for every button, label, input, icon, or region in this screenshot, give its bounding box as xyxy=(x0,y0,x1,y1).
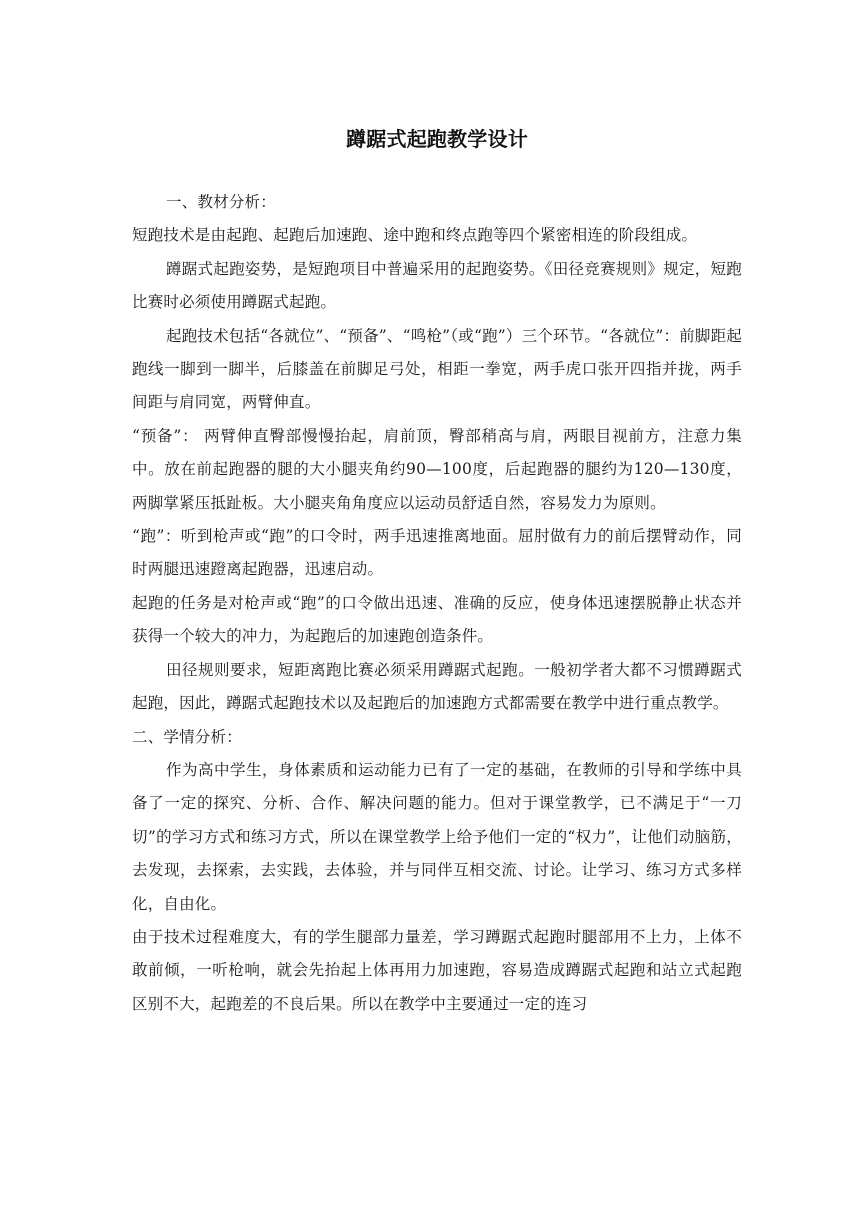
paragraph-go: “跑”：听到枪声或“跑”的口令时，两手迅速推离地面。屈肘做有力的前后摆臂动作，同时两腿迅速蹬离起跑器，迅速启动。 xyxy=(132,527,742,579)
paragraph-crouch-start-rule: 蹲踞式起跑姿势，是短跑项目中普遍采用的起跑姿势。《田径竞赛规则》规定，短跑比赛时必须使用蹲踞式起跑。 xyxy=(132,259,742,312)
paragraph-set: “预备”： 两臂伸直臀部慢慢抬起，肩前顶，臀部稍高与肩，两眼目视前方，注意力集中。放在前起跑器的腿的大小腿夹角约90—100度，后起跑器的腿约为120—130度，两脚掌紧压抵趾板。大小腿夹角角度应以运动员舒适自然，容易发力为原则。 xyxy=(132,426,742,512)
paragraph-start-task: 起跑的任务是对枪声或“跑”的口令做出迅速、准确的反应，使身体迅速摆脱静止状态并获得一个较大的冲力，为起跑后的加速跑创造条件。 xyxy=(132,593,742,646)
section-heading-material-analysis: 一、教材分析： xyxy=(166,193,276,211)
section-heading-student-analysis: 二、学情分析： xyxy=(132,727,242,746)
paragraph-on-your-marks: 起跑技术包括“各就位”、“预备”、“鸣枪”（或“跑”）三个环节。“各就位”：前脚距起跑线一脚到一脚半，后膝盖在前脚足弓处，相距一拳宽，两手虎口张开四指并拢，两手间距与肩同宽，两臂伸直。 xyxy=(132,326,742,412)
paragraph-student-difficulty: 由于技术过程难度大，有的学生腿部力量差，学习蹲踞式起跑时腿部用不上力，上体不敢前倾，一听枪响，就会先抬起上体再用力加速跑，容易造成蹲踞式起跑和站立式起跑区别不大，起跑差的不良后果。所以在教学中主要通过一定的连习 xyxy=(132,927,742,1013)
document-body xyxy=(132,122,742,1021)
paragraph-sprint-phases: 短跑技术是由起跑、起跑后加速跑、途中跑和终点跑等四个紧密相连的阶段组成。 xyxy=(132,226,698,245)
paragraph-student-ability: 作为高中学生，身体素质和运动能力已有了一定的基础，在教师的引导和学练中具备了一定的探究、分析、合作、解决问题的能力。但对于课堂教学，已不满足于“一刀切”的学习方式和练习方式，所以在课堂教学上给予他们一定的“权力”，让他们动脑筋，去发现，去探索，去实践，去体验，并与同伴互相交流、讨论。让学习、练习方式多样化，自由化。 xyxy=(132,760,742,913)
paragraph-teaching-focus: 田径规则要求，短距离跑比赛必须采用蹲踞式起跑。一般初学者大都不习惯蹲踞式起跑，因此，蹲踞式起跑技术以及起跑后的加速跑方式都需要在教学中进行重点教学。 xyxy=(132,660,742,713)
document-title: 蹲踞式起跑教学设计 xyxy=(346,127,528,151)
